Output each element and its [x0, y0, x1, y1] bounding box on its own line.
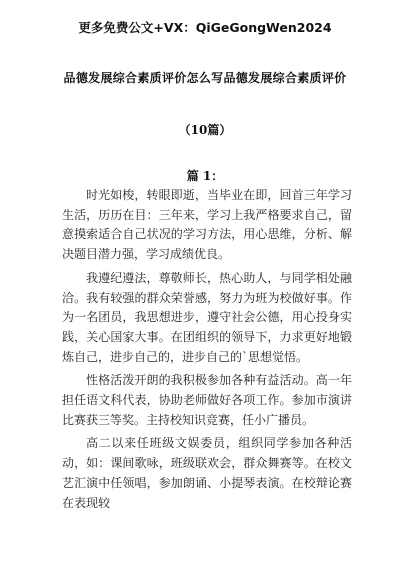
- body-paragraph: 性格活泼开朗的我积极参加各种有益活动。高一年担任语文科代表，协助老师做好各项工作。参加市演讲比赛获三等奖。主持校知识竞赛，任小广播员。: [62, 373, 352, 427]
- section-heading: 篇 1：: [186, 169, 224, 183]
- body-paragraph: 我遵纪遵法，尊敬师长，热心助人，与同学相处融洽。我有较强的群众荣誉感，努力为班为校做好事。作为一名团员，我思想进步，遵守社会公德，用心投身实践，关心国家大事。在团组织的领导下，力求更好地锻炼自己，进步自己的，进步自己的`思想觉悟。: [62, 270, 352, 364]
- document-body: [62, 186, 352, 517]
- article-count: （10篇）: [178, 123, 232, 137]
- page-header-watermark: 更多免费公文+VX：QiGeGongWen2024: [78, 20, 332, 35]
- body-paragraph: 高二以来任班级文娱委员，组织同学参加各种活动，如：课间歌咏，班级联欢会，群众舞赛等。在校文艺汇演中任领唱，参加朗诵、小提琴表演。在校辩论赛在表现较: [62, 436, 352, 510]
- body-paragraph: 时光如梭，转眼即逝，当毕业在即，回首三年学习生活，历历在目：三年来，学习上我严格要求自己，留意摸索适合自己状况的学习方法，用心思维，分析、解决题目潜力强，学习成绩优良。: [62, 188, 352, 262]
- document-title: 品德发展综合素质评价怎么写品德发展综合素质评价: [63, 71, 347, 85]
